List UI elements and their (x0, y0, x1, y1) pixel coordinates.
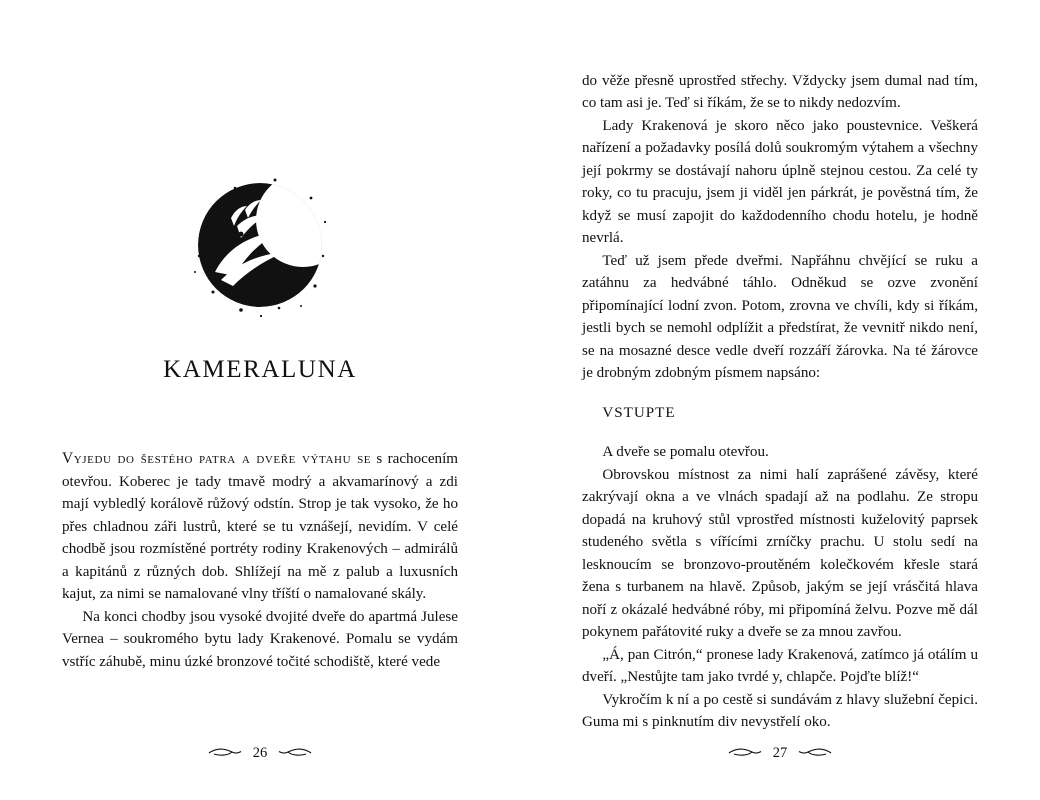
paragraph: „Á, pan Citrón,“ pronese lady Krakenová, zatímco já otálím u dveří. „Nestůjte tam jako tvrdé y, chlapče. Pojďte blíž!“ (582, 646, 978, 686)
page-number: 27 (772, 745, 788, 761)
paragraph: Teď už jsem přede dveřmi. Napřáhnu chvějící se ruku a zatáhnu za hedvábné táhlo. Odněkud se ozve zvonění připomínající lodní zvon. Potom, zrovna ve chvíli, kdy si říkám, jestli bych se nemohl odplížit a předstírat, že vevnitř nikdo není, se na mosazné desce vedle dveří rozzáří žárovka. Na té žárovce je drobným zdobným písmem napsáno: (582, 252, 978, 382)
leaf-swash-left-icon (728, 747, 762, 761)
crescent-moon-crow-ornament (62, 160, 458, 330)
leaf-swash-right-icon (798, 747, 832, 761)
paragraph-text: s rachocením otevřou. Koberec je tady tmavě modrý a akvamarínový a zdi mají vybledlý korálově růžový odstín. Strop je tak vysoko, že ho přes chladnou záři lustrů, které se tu vznášejí, nevidím. V celé chodbě jsou rozmístěné portréty rodiny Krakenových – admirálů a kapitánů z různých dob. Shlížejí na mě z palub a luxusních kajut, za nimi se namalované vlny tříští o namalované skály. (62, 451, 459, 603)
right-page-body (582, 70, 978, 734)
folio-left (0, 745, 520, 762)
paragraph: A dveře se pomalu otevřou. (602, 444, 769, 461)
paragraph: Lady Krakenová je skoro něco jako poustevnice. Veškerá nařízení a požadavky posílá dolů soukromým výtahem a všechny její pokrmy se dostávají nahoru úplně stejnou cestou. Za celé ty roky, co tu pracuju, jsem ji viděl jen párkrát, je pověstná tím, že když se musí zapojit do každodenního chodu hotelu, je hodně nevrlá. (582, 117, 978, 247)
paragraph: do věže přesně uprostřed střechy. Vždycky jsem dumal nad tím, co tam asi je. Teď si říkám, že se to nikdy nedozvím. (582, 73, 978, 112)
folio-right (520, 745, 1040, 762)
leaf-swash-left-icon (208, 747, 242, 761)
paragraph: Vykročím k ní a po cestě si sundávám z hlavy služební čepici. Guma mi s pinknutím div nevystřelí oko. (582, 691, 978, 731)
page-right (520, 0, 1040, 800)
chapter-title: KAMERALUNA (163, 356, 357, 383)
paragraph: Obrovskou místnost za nimi halí zaprášené závěsy, které zakrývají okna a ve vlnách spadají až na podlahu. Ze stropu dopadá na kruhový stůl vprostřed místnosti kuželovitý paprsek studeného světla s vířícími zrníčky prachu. U stolu sedí na lesknoucím se bronzovo-proutěném kolečkovém křesle stará žena s turbanem na hlavě. Způsob, jakým se její vrásčitá hlava noří z okázalé hedvábné róby, mi připomíná želvu. Pozve mě dál pokynem pařátovité ruky a dveře se za mnou zavřou. (582, 466, 978, 641)
paragraph: Na konci chodby jsou vysoké dvojité dveře do apartmá Julese Vernea – soukromého bytu lady Krakenové. Pomalu se vydám vstříc záhubě, minu úzké bronzové točité schodiště, které vede (62, 608, 458, 670)
page-number: 26 (252, 745, 268, 761)
left-page-body (62, 448, 458, 673)
leaf-swash-right-icon (278, 747, 312, 761)
door-sign-text: VSTUPTE (602, 404, 676, 421)
paragraph (62, 448, 458, 606)
opening-small-caps: Vyjedu do šestého patra a dveře výtahu se (62, 450, 372, 467)
